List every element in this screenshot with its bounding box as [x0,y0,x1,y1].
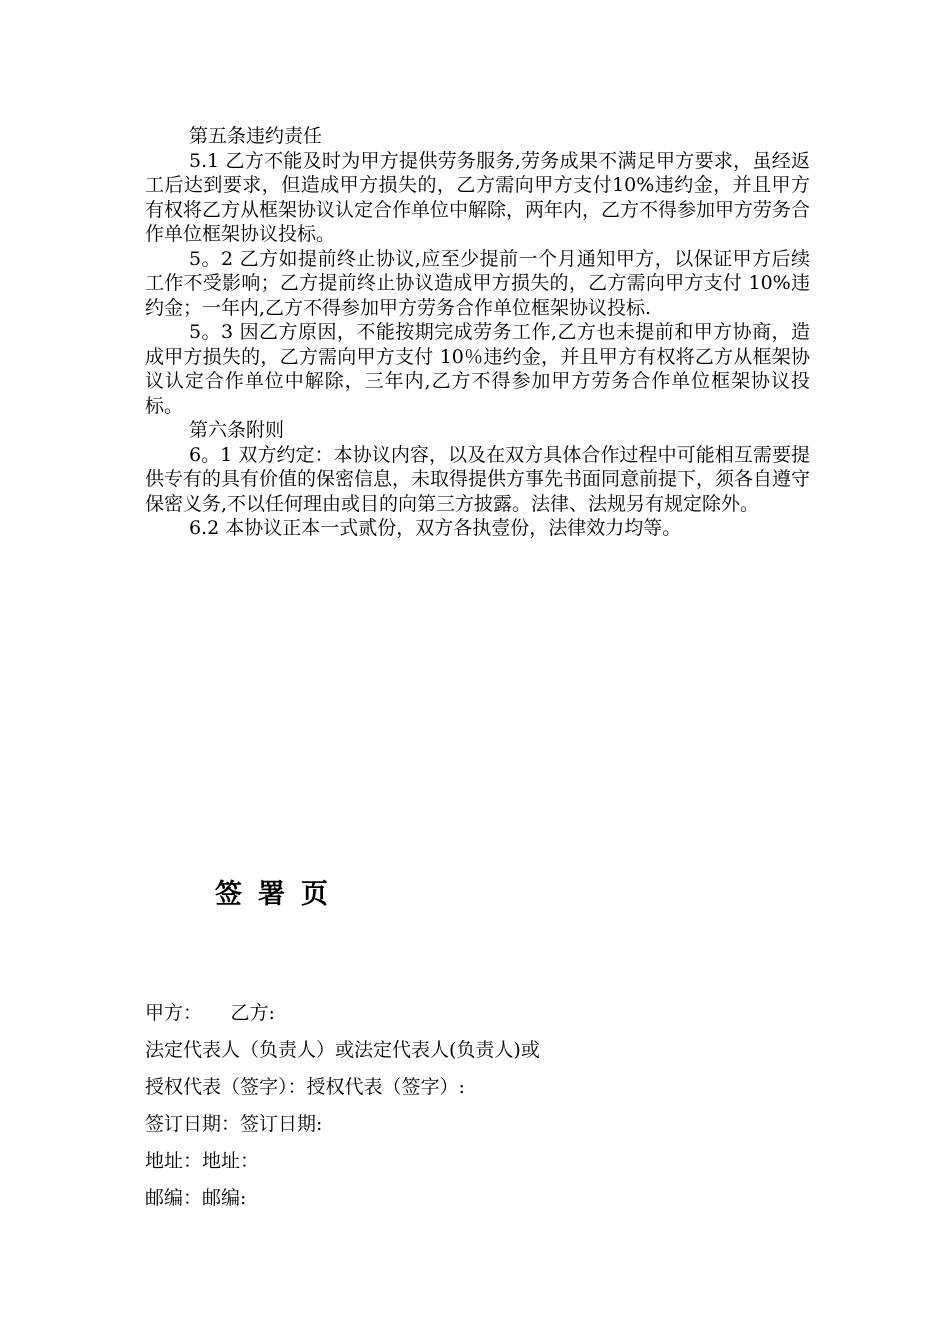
signature-legal-rep-line: 法定代表人（负责人）或法定代表人(负责人)或 [145,1039,540,1061]
clause-5-3: 5。3 因乙方原因，不能按期完成劳务工作,乙方也未提前和甲方协商，造成甲方损失的，乙方需向甲方支付 10％违约金，并且甲方有权将乙方从框架协议认定合作单位中解除，三年内,乙方不得参加甲方劳务合作单位框架协议投标。 [145,321,810,417]
section-6-heading: 第六条附则 [189,419,285,441]
signature-authorized-rep-line: 授权代表（签字）：授权代表（签字）: [145,1076,465,1098]
signature-page-title: 签署页 [215,879,344,910]
signature-parties-line: 甲方： 乙方: [145,1002,275,1024]
signature-date-line: 签订日期：签订日期: [145,1113,323,1135]
signature-address-line: 地址：地址： [145,1150,260,1172]
clause-6-1: 6。1 双方约定：本协议内容，以及在双方具体合作过程中可能相互需要提供专有的具有价值的保密信息，未取得提供方事先书面同意前提下，须各自遵守保密义务,不以任何理由或目的向第三方披露。法律、法规另有规定除外。 [145,443,811,515]
clause-6-2: 6.2 本协议正本一式贰份，双方各执壹份，法律效力均等。 [189,517,682,539]
clause-5-1: 5.1 乙方不能及时为甲方提供劳务服务,劳务成果不满足甲方要求，虽经返工后达到要求，但造成甲方损失的，乙方需向甲方支付10%违约金，并且甲方有权将乙方从框架协议认定合作单位中解除，两年内，乙方不得参加甲方劳务合作单位框架协议投标。 [145,149,811,245]
clause-5-2: 5。2 乙方如提前终止协议,应至少提前一个月通知甲方，以保证甲方后续工作不受影响；乙方提前终止协议造成甲方损失的，乙方需向甲方支付 10%违约金；一年内,乙方不得参加甲方劳务合作单位框架协议投标. [145,247,810,319]
signature-block [145,995,540,1217]
signature-postcode-line: 邮编：邮编: [145,1187,247,1209]
contract-body [145,124,810,541]
section-5-heading: 第五条违约责任 [189,125,323,147]
